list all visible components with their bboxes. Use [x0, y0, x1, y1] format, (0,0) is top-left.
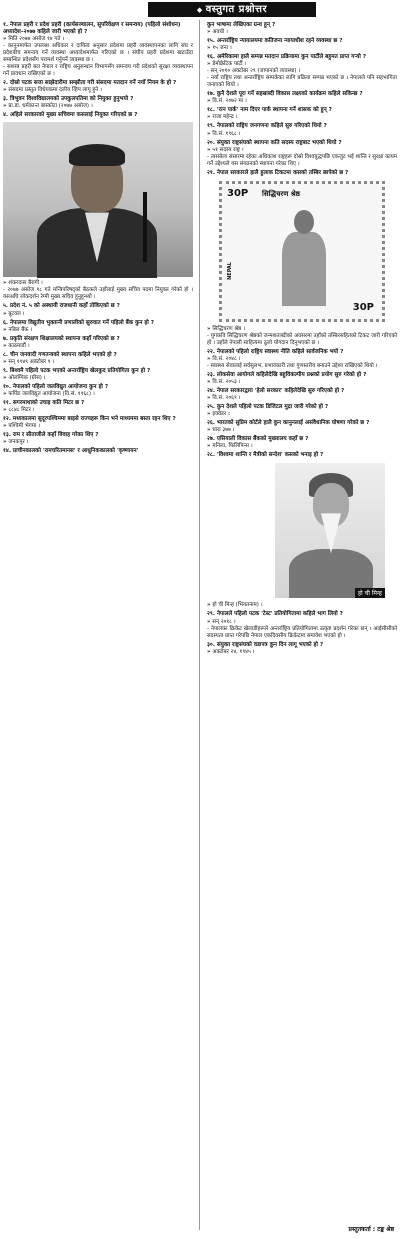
question: ६. नेपालमा विद्युतीय भुक्तानी प्रणालीको सुरुवात गर्ने पहिलो बैंक कुन हो ? [3, 319, 155, 326]
explanation: - त्यसबेला संसारमा रहेका अधिकांश राष्ट्रहरू दोस्रो विश्वयुद्धपछि एकजुट भई शान्ति र सुरक्षा कायम गर्ने उद्देश्यले यस संगठनको स्थापना गरेका थिए । [207, 153, 397, 167]
question: ४. अहिले सरकारको मुख्य सचिवमा कसलाई नियुक्त गरिएको छ ? [3, 112, 138, 119]
answer: » अक्टोबर २४, १९४५ । [207, 649, 397, 656]
explanation: - नयाँ राष्ट्रिय तथा अन्तर्राष्ट्रिय सम्पर्कका लागि प्रक्रिया सम्पन्न भएको छ । नेपालले पनि सहभागिता जनाएको थियो । [207, 75, 397, 89]
question: १७. कुनै देशले पूरा गर्ने सहस्राब्दी विकास लक्ष्यको कार्यक्रम कहिले सकिन्छ ? [207, 91, 363, 98]
question: २१. नेपाल सरकारले हालै हुलाक टिकटमा कसको तस्बिर छापेको छ ? [207, 169, 349, 176]
answer: » वि.सं. २०५३ । [207, 379, 397, 386]
answer: » प्रा.डा. धर्मकान्त बास्कोटा (२०७७ असोज) । [3, 103, 193, 110]
answer: » राजा महेन्द्र । [207, 114, 397, 121]
answer: » डेमोक्रेटिक पार्टी । [207, 61, 397, 68]
answer: » जनकपुर । [3, 439, 193, 446]
answer: » मनिला, फिलिपिन्स । [207, 443, 397, 450]
question: १०. नेपालको पहिलो जलविद्युत आयोजना कुन हो ? [3, 383, 109, 390]
question: १६. अमेरिकामा हालै सम्पन्न मतदान प्रक्रियामा कुन पार्टीले बहुमत प्राप्त गर्‍यो ? [207, 54, 367, 61]
portrait-caption: हो ची मिन्ह [355, 588, 385, 598]
question: २२. नेपालको पहिलो राष्ट्रिय स्वास्थ्य नीति कहिले सार्वजनिक भयो ? [207, 348, 344, 355]
question: १९. नेपालको राष्ट्रिय जनगणना कहिले सुरु गरिएको थियो ? [207, 123, 327, 130]
question: ३०. संयुक्त राष्ट्रसंघको वडापत्र कुन दिन लागू भएको हो ? [207, 641, 324, 648]
answer: » सन् १९४९ अक्टोबर १ । [3, 359, 193, 366]
question: १८. 'रत्न पार्क' नाम दिएर पार्क स्थापना गर्ने शासक को हुन् ? [207, 107, 332, 114]
credit-line: प्रस्तुतकर्ता : टङ्क श्रेष्ठ [348, 1226, 394, 1233]
photo-mic [143, 192, 147, 262]
stamp-title: सिद्धिचरण श्रेष्ठ [262, 189, 300, 198]
question: १. नेपाल प्रहरी र प्रदेश प्रहरी (कार्यसञ्चालन, सुपरिवेक्षण र समन्वय) (पहिलो संशोधन) अध्यादेश–२०७७ कहिले जारी भएको हो ? [3, 22, 181, 36]
question: ७. प्रकृति संरक्षण शिक्षालयको स्थापना कहाँ गरिएको छ ? [3, 335, 120, 342]
explanation: - सशस्त्र प्रहरी बल नेपाल र राष्ट्रिय अनुसन्धान विभागसँग समन्वय गरी प्रदेशको सुरक्षा व्यवस्थापन गर्ने प्रावधान राखिएको छ । [3, 64, 193, 78]
answer: » धारा ३७७ । [207, 427, 397, 434]
explanation: - कानुनमार्फत उपलब्ध अधिकार र दायित्व अनुसार प्रदेशमा प्रहरी व्यवस्थापनका लागि संघ र प्रदेशबीच समन्वय गर्ने व्यवस्था अध्यादेशमार्फत गरिएको छ । संघीय प्रहरी प्रदेशमा खटाउँदा सम्बन्धित प्रदेशसँग परामर्श गर्नुपर्ने व्यवस्था छ । [3, 43, 193, 64]
answer: » बुटवल । [3, 311, 193, 318]
answer: » वि.सं. १९६८ । [207, 131, 397, 138]
official-photo [3, 122, 193, 277]
answer: » पश्चिमी भेगमा । [3, 423, 193, 430]
answer: » वि.सं. २०४८ । [207, 356, 397, 363]
answer: » सिद्धिचरण श्रेष्ठ । [207, 326, 397, 333]
answer: » हो ची मिन्ह (भियतनाम) । [207, 602, 397, 609]
answer: » सन् २०१८ । [207, 619, 397, 626]
question: २८. 'विश्वमा शान्ति र मैत्रीको सन्देश' कसको भनाइ हो ? [207, 452, 324, 459]
stamp-country: NEPAL [227, 261, 233, 280]
question: १३. राम र सीताजीले कहाँ विवाह गरेका थिए ? [3, 432, 99, 439]
explanation: - युगकवि सिद्धिचरण श्रेष्ठको जन्मशताब्दीको अवसरमा उहाँको तस्बिरसहितको टिकट जारी गरिएको हो । उहाँले नेपाली साहित्यमा ठूलो योगदान दिनुभएको छ । [207, 332, 397, 346]
answer: » ओलम्पिक (ग्रीस) । [3, 375, 193, 382]
answer: » नबिल बैंक । [3, 327, 193, 334]
portrait-photo [275, 463, 385, 598]
explanation: - नेपालका क्रिकेट खेलाडीहरूले अन्तर्राष्ट्रिय प्रतियोगितामा उत्कृष्ट प्रदर्शन गरेका छन् । आईसीसीको सदस्यता प्राप्त गरेपछि नेपाल एकदिवसीय क्रिकेटमा समावेश भएको हो । [207, 625, 397, 639]
answer: » १५ जना । [207, 45, 397, 52]
answer: » संसदमा प्रस्तुत विधेयकमा दलीय व्हिप लागू हुने । [3, 87, 193, 94]
portrait-beard [321, 513, 341, 553]
answer: » शंकरदास बैरागी । [3, 280, 193, 287]
question: ३. त्रिभुवन विश्वविद्यालयको उपकुलपतिमा को नियुक्त हुनुभयो ? [3, 96, 134, 103]
explanation: - सन् २०१० अक्टोबर २९ (जापानको व्यवस्था) । [207, 68, 301, 75]
question: १४. प्राचीनकालको 'रामचरितमानस' र आधुनिककालको 'कृष्णायन' [3, 448, 139, 455]
stamp-value: 30P [352, 301, 374, 313]
answer: » अवधी । [207, 29, 397, 36]
answer: » वि.सं. २०७२ मा । [207, 98, 397, 105]
right-column [207, 20, 397, 656]
question: कुन भाषामा लेखिएका ग्रन्थ हुन् ? [207, 22, 276, 28]
explanation: - स्वास्थ्य सेवालाई सर्वसुलभ, प्रभावकारी तथा गुणस्तरीय बनाउने उद्देश्य राखिएको थियो । [207, 362, 378, 369]
question: ५. प्रदेश नं. ५ को अस्थायी राजधानी कहाँ तोकिएको छ ? [3, 303, 120, 310]
question: २४. नेपाल सरकारद्वारा 'हेलो सरकार' कहिलेदेखि सुरु गरिएको हो ? [207, 387, 345, 394]
portrait-body [282, 232, 326, 306]
stamp-portrait [280, 210, 328, 306]
question: २०. संयुक्त राष्ट्रसंघको स्थापना कति सदस्य राष्ट्रबाट भएको थियो ? [207, 139, 342, 146]
stamp-value: 30P [227, 187, 249, 199]
question: २९. नेपालले पहिलो पटक 'टेस्ट' प्रतियोगितामा कहिले भाग लियो ? [207, 611, 343, 618]
explanation: - २०७७ असोज १८ गते मन्त्रिपरिषद्को बैठकले उहाँलाई मुख्य सचिव पदमा नियुक्त गरेको हो । यसअघि लोकदर्शन रेग्मी मुख्य सचिव हुनुहुन्थ्यो । [3, 287, 193, 301]
postage-stamp [219, 181, 385, 322]
portrait-head [294, 210, 314, 234]
answer: » मिति २०७७ असोज १४ गते । [3, 36, 193, 43]
answer: » ८८४८ मिटर । [3, 407, 193, 414]
section-banner: ◆ वस्तुगत प्रश्नोत्तर [148, 2, 316, 17]
question: २. दोस्रो पटक सत्ता साझेदारीमा सम्झौता गरी संसदमा मतदान गर्ने नयाँ नियम के हो ? [3, 80, 177, 87]
left-column [3, 20, 193, 455]
question: १५. अन्तर्राष्ट्रिय न्यायालयमा कतिजना न्यायाधीश रहने व्यवस्था छ ? [207, 38, 343, 45]
question: २५. कुन देशले पहिलो पटक डिजिटल मुद्रा जारी गरेको हो ? [207, 404, 329, 411]
answer: » ५१ सदस्य राष्ट्र । [207, 147, 397, 154]
question: २३. लोकसेवा आयोगले कहिलेदेखि बहुविकल्पीय प्रश्नको प्रयोग सुरु गरेको हो ? [207, 371, 367, 378]
question: २७. एसियाली विकास बैंकको मुख्यालय कहाँ छ ? [207, 436, 309, 443]
question: १२. मध्यकालमा सुदूरपश्चिममा बाइसे राज्यहरू किन भने माध्यममा बस्ता रहन थिए ? [3, 416, 176, 423]
answer: » काठमाडौं । [3, 343, 193, 350]
question: ११. सगरमाथाको उचाइ कति मिटर छ ? [3, 400, 85, 407]
answer: » इक्वेडर । [207, 411, 397, 418]
question: २६. भारतको सुप्रिम कोर्टले हालै कुन कानुनलाई असंवैधानिक घोषणा गरेको छ ? [207, 420, 370, 427]
question: ८. चीन जनवादी गणतन्त्रको स्थापना कहिले भएको हो ? [3, 351, 117, 358]
column-divider [199, 20, 200, 1230]
question: ९. बिश्वमै पहिलो पटक भएको अन्तर्राष्ट्रिय खेलकुद प्रतियोगिता कुन हो ? [3, 367, 151, 374]
answer: » फर्पिङ जलविद्युत आयोजना (वि.सं. १९६८) । [3, 391, 193, 398]
answer: » वि.सं. २०६९ । [207, 395, 397, 402]
photo-hair [69, 144, 125, 166]
